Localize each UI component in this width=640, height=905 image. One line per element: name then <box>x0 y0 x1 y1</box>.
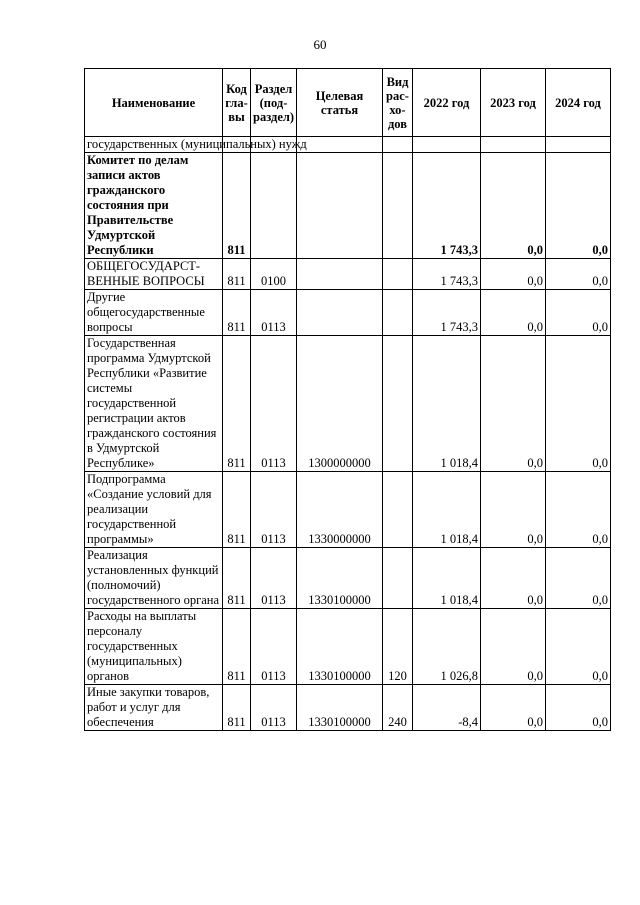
row-2024: 0,0 <box>546 472 611 548</box>
row-name: Комитет по делам записи актов гражданского состояния при Правительстве Удмуртской Республики <box>85 153 223 259</box>
row-2024: 0,0 <box>546 336 611 472</box>
row-2023: 0,0 <box>481 548 546 609</box>
row-target: 1330100000 <box>297 548 383 609</box>
table-row <box>85 290 611 336</box>
row-code: 811 <box>223 685 251 731</box>
row-name: Государственная программа Удмуртской Республики «Развитие системы государственной регистрации актов гражданского состояния в Удмуртской Республике» <box>85 336 223 472</box>
row-section: 0113 <box>251 609 297 685</box>
row-target: 1330100000 <box>297 609 383 685</box>
row-code: 811 <box>223 548 251 609</box>
header-row <box>85 69 611 137</box>
row-2023: 0,0 <box>481 259 546 290</box>
row-target <box>297 137 383 153</box>
row-type <box>383 548 413 609</box>
row-code: 811 <box>223 259 251 290</box>
table-row <box>85 336 611 472</box>
row-section: 0100 <box>251 259 297 290</box>
table-row <box>85 548 611 609</box>
row-code: 811 <box>223 609 251 685</box>
header-name: Наименование <box>85 69 223 137</box>
row-2023: 0,0 <box>481 685 546 731</box>
page-number: 60 <box>313 37 327 52</box>
row-section: 0113 <box>251 685 297 731</box>
row-name: Иные закупки товаров, работ и услуг для обеспечения <box>85 685 223 731</box>
row-type: 120 <box>383 609 413 685</box>
header-code: Код гла-вы <box>223 69 251 137</box>
row-2022: -8,4 <box>413 685 481 731</box>
row-2023: 0,0 <box>481 336 546 472</box>
row-code: 811 <box>223 336 251 472</box>
row-type <box>383 259 413 290</box>
row-2024: 0,0 <box>546 685 611 731</box>
row-2022: 1 018,4 <box>413 336 481 472</box>
row-type: 240 <box>383 685 413 731</box>
table-row <box>85 609 611 685</box>
table-row <box>85 153 611 259</box>
header-2022: 2022 год <box>413 69 481 137</box>
row-code: 811 <box>223 153 251 259</box>
row-2022: 1 743,3 <box>413 153 481 259</box>
row-2024: 0,0 <box>546 548 611 609</box>
row-2022: 1 026,8 <box>413 609 481 685</box>
row-2022 <box>413 137 481 153</box>
row-2022: 1 743,3 <box>413 259 481 290</box>
row-section: 0113 <box>251 336 297 472</box>
row-section: 0113 <box>251 472 297 548</box>
row-target <box>297 153 383 259</box>
row-2023 <box>481 137 546 153</box>
row-2022: 1 018,4 <box>413 548 481 609</box>
row-section: 0113 <box>251 290 297 336</box>
row-section <box>251 153 297 259</box>
table-row <box>85 137 611 153</box>
row-target: 1330100000 <box>297 685 383 731</box>
row-2024: 0,0 <box>546 153 611 259</box>
row-2024: 0,0 <box>546 290 611 336</box>
row-name: Реализация установленных функций (полномочий) государственного органа <box>85 548 223 609</box>
row-2023: 0,0 <box>481 472 546 548</box>
row-type <box>383 290 413 336</box>
header-target: Целевая статья <box>297 69 383 137</box>
row-type <box>383 336 413 472</box>
table-row <box>85 259 611 290</box>
row-code: 811 <box>223 472 251 548</box>
header-2024: 2024 год <box>546 69 611 137</box>
header-section: Раздел (под-раздел) <box>251 69 297 137</box>
row-2024: 0,0 <box>546 259 611 290</box>
row-2023: 0,0 <box>481 153 546 259</box>
row-target <box>297 259 383 290</box>
row-type <box>383 137 413 153</box>
row-2024 <box>546 137 611 153</box>
row-name: Расходы на выплаты персоналу государственных (муниципальных) органов <box>85 609 223 685</box>
table-row <box>85 685 611 731</box>
row-2022: 1 743,3 <box>413 290 481 336</box>
row-name: Подпрограмма «Создание условий для реализации государственной программы» <box>85 472 223 548</box>
header-type: Вид рас-хо-дов <box>383 69 413 137</box>
budget-table <box>84 68 611 731</box>
row-name: государственных (муниципальных) нужд <box>85 137 223 153</box>
row-name: ОБЩЕГОСУДАРСТ-ВЕННЫЕ ВОПРОСЫ <box>85 259 223 290</box>
row-target <box>297 290 383 336</box>
row-section: 0113 <box>251 548 297 609</box>
row-2023: 0,0 <box>481 290 546 336</box>
row-name: Другие общегосударственные вопросы <box>85 290 223 336</box>
row-2024: 0,0 <box>546 609 611 685</box>
row-type <box>383 153 413 259</box>
row-2023: 0,0 <box>481 609 546 685</box>
row-code: 811 <box>223 290 251 336</box>
row-2022: 1 018,4 <box>413 472 481 548</box>
header-2023: 2023 год <box>481 69 546 137</box>
row-target: 1300000000 <box>297 336 383 472</box>
row-target: 1330000000 <box>297 472 383 548</box>
table-row <box>85 472 611 548</box>
row-type <box>383 472 413 548</box>
